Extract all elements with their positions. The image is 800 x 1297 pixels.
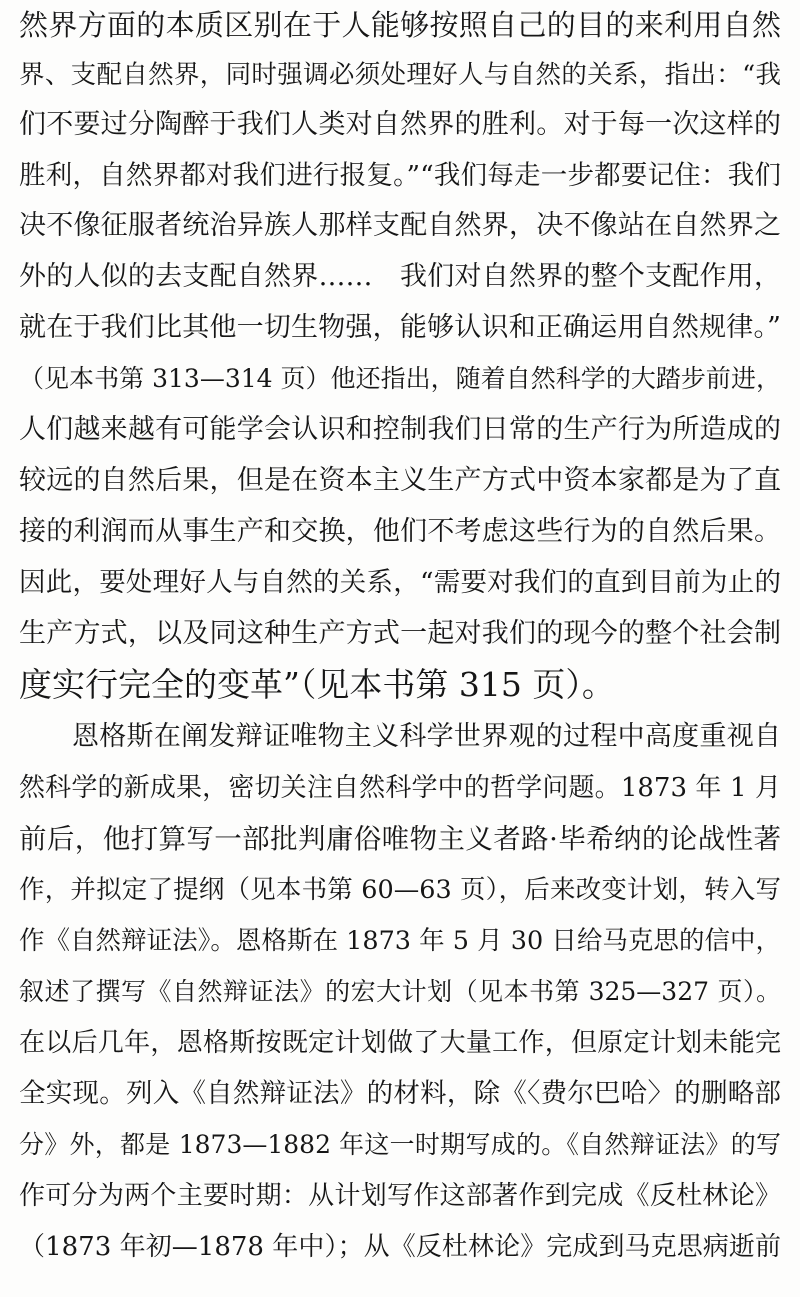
text-line: 度实行完全的变革”（见本书第 315 页）。 — [19, 665, 615, 704]
text-line: （1873 年初—1878 年中）；从《反杜林论》完成到马克思病逝前 — [19, 1232, 781, 1262]
text-line: 接的利润而从事生产和交换，他们不考虑这些行为的自然后果。 — [19, 516, 781, 547]
text-line: 决不像征服者统治异族人那样支配自然界，决不像站在自然界之 — [19, 210, 781, 241]
text-line: 界、支配自然界，同时强调必须处理好人与自然的关系，指出：“我 — [19, 60, 781, 90]
text-line: 作，并拟定了提纲（见本书第 60—63 页），后来改变计划，转入写 — [19, 875, 781, 905]
text-line: 叙述了撰写《自然辩证法》的宏大计划（见本书第 325—327 页）。 — [19, 977, 781, 1006]
text-line: （见本书第 313—314 页）他还指出，随着自然科学的大踏步前进， — [19, 364, 781, 393]
text-line: 们不要过分陶醉于我们人类对自然界的胜利。对于每一次这样的 — [19, 109, 781, 140]
text-line: 胜利，自然界都对我们进行报复。”“我们每走一步都要记住：我们 — [19, 160, 781, 191]
text-line: 就在于我们比其他一切生物强，能够认识和正确运用自然规律。” — [19, 312, 781, 343]
text-line: 全实现。列入《自然辩证法》的材料，除《〈费尔巴哈〉的删略部 — [19, 1078, 781, 1109]
text-line: 前后，他打算写一部批判庸俗唯物主义者路·毕希纳的论战性著 — [19, 823, 781, 855]
text-line: 生产方式，以及同这种生产方式一起对我们的现今的整个社会制 — [19, 618, 781, 649]
text-line: 然界方面的本质区别在于人能够按照自己的目的来利用自然 — [19, 8, 781, 42]
text-line: 分》外，都是 1873—1882 年这一时期写成的。《自然辩证法》的写 — [19, 1130, 781, 1159]
text-line: 在以后几年，恩格斯按既定计划做了大量工作，但原定计划未能完 — [19, 1028, 781, 1058]
text-line: 较远的自然后果，但是在资本主义生产方式中资本家都是为了直 — [19, 465, 781, 496]
text-line: 外的人似的去支配自然界…… 我们对自然界的整个支配作用， — [19, 261, 781, 292]
text-line: 然科学的新成果，密切关注自然科学中的哲学问题。1873 年 1 月 — [19, 773, 781, 803]
paragraph-first-line: 恩格斯在阐发辩证唯物主义科学世界观的过程中高度重视自 — [72, 721, 781, 752]
text-line: 作《自然辩证法》。恩格斯在 1873 年 5 月 30 日给马克思的信中， — [19, 926, 781, 956]
text-line: 因此，要处理好人与自然的关系，“需要对我们的直到目前为止的 — [19, 567, 781, 598]
text-line: 人们越来越有可能学会认识和控制我们日常的生产行为所造成的 — [19, 414, 781, 445]
text-line: 作可分为两个主要时期：从计划写作这部著作到完成《反杜林论》 — [19, 1181, 781, 1211]
